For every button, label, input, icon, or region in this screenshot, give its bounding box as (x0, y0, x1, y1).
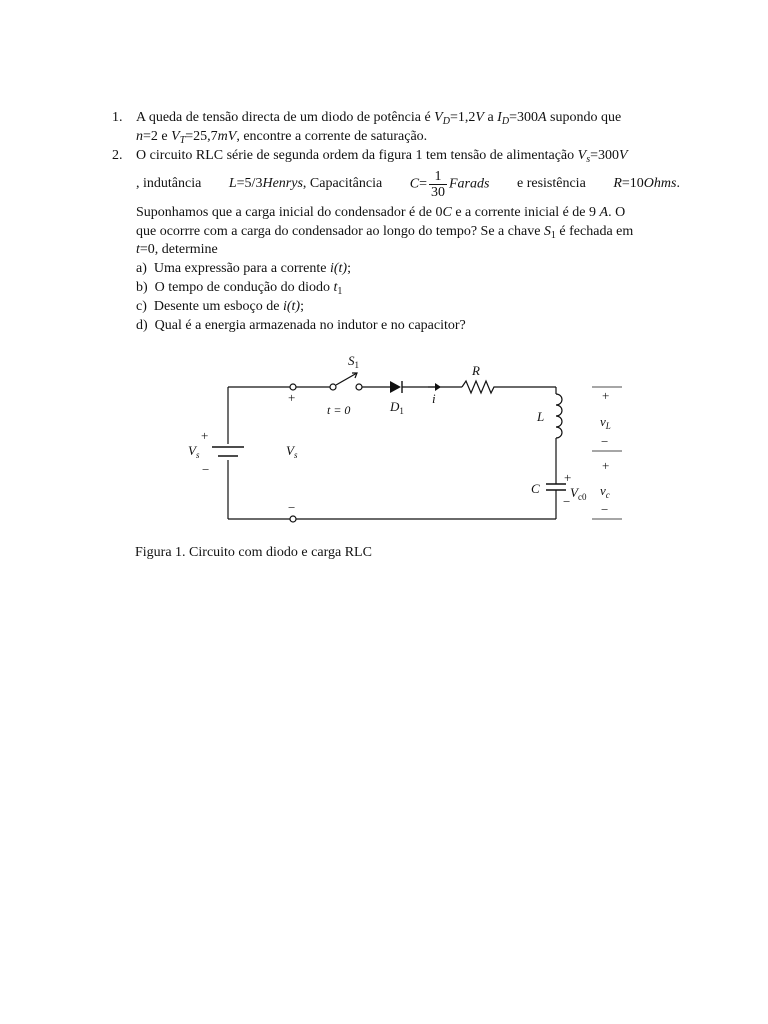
plus-sign-capacitor: + (564, 470, 572, 485)
q2-line-3: Suponhamos que a carga inicial do condensador é de 0C e a corrente inicial é de 9 A. O (136, 205, 626, 220)
q2-line-2: , indutância L=5/3Henrys, Capacitância C= $\frac{1}{30}$ Farads e resistência R=10Ohms. (136, 168, 680, 200)
switch-blade (336, 373, 357, 385)
q2-line-5: t=0, determine (136, 242, 218, 257)
list-item: b) O tempo de condução do diodo $t_1$ (136, 280, 343, 297)
capacitance-fraction: $\frac{1}{30}$ (430, 168, 445, 200)
question-number: 1. (112, 110, 123, 125)
figure-caption: Figura 1. Circuito com diodo e carga RLC (135, 545, 372, 560)
minus-sign-vc: − (601, 502, 609, 517)
label-current: i (432, 391, 436, 406)
label-diode: $D_1$ (390, 399, 404, 416)
label-inductor: L (537, 409, 545, 424)
q2-line-4: que ocorrre com a carga do condensador ao longo do tempo? Se a chave $S_1$ é fechada em (136, 224, 634, 241)
switch-contact-left (330, 384, 336, 390)
plus-sign-source: + (201, 428, 209, 443)
label-vc: $v_c$ (600, 483, 610, 500)
list-item: d) Qual é a energia armazenada no indutor e no capacitor? (136, 318, 466, 333)
diode-icon (390, 381, 401, 393)
q1-line-2: n=2 e $V_T=25,7mV$, encontre a corrente de saturação. (136, 129, 428, 146)
terminal-bottom (290, 516, 296, 522)
label-source-vs: $V_s$ (188, 443, 200, 460)
q1-line-1: A queda de tensão directa de um diodo de potência é $V_D=1,2V$ a $I_D=300A$ supondo que (136, 110, 622, 127)
plus-sign-terminal: + (288, 390, 296, 405)
question-number: 2. (112, 148, 123, 163)
minus-sign-terminal: − (288, 500, 296, 515)
label-switch: $S_1$ (348, 353, 359, 370)
label-resistor: R (472, 363, 480, 378)
minus-sign-vl: − (601, 434, 609, 449)
label-vc0: $V_{c0}$ (570, 485, 587, 502)
switch-contact-right (356, 384, 362, 390)
resistor (462, 381, 556, 393)
minus-sign-source: − (202, 462, 210, 477)
q2-line-1: O circuito RLC série de segunda ordem da figura 1 tem tensão de alimentação $V_s=300V$ (136, 148, 628, 165)
plus-sign-vc: + (602, 458, 610, 473)
label-terminal-vs: $V_s$ (286, 443, 298, 460)
current-arrow-head (435, 383, 441, 391)
label-vl: $v_L$ (600, 414, 611, 431)
label-capacitor: C (531, 481, 540, 496)
inductor-coil (556, 394, 562, 438)
list-item: a) Uma expressão para a corrente i(t); (136, 261, 351, 276)
plus-sign-vl: + (602, 388, 610, 403)
label-t0: t = 0 (327, 403, 351, 417)
minus-sign-capacitor: − (563, 494, 571, 509)
list-item: c) Desente um esboço de i(t); (136, 299, 304, 314)
